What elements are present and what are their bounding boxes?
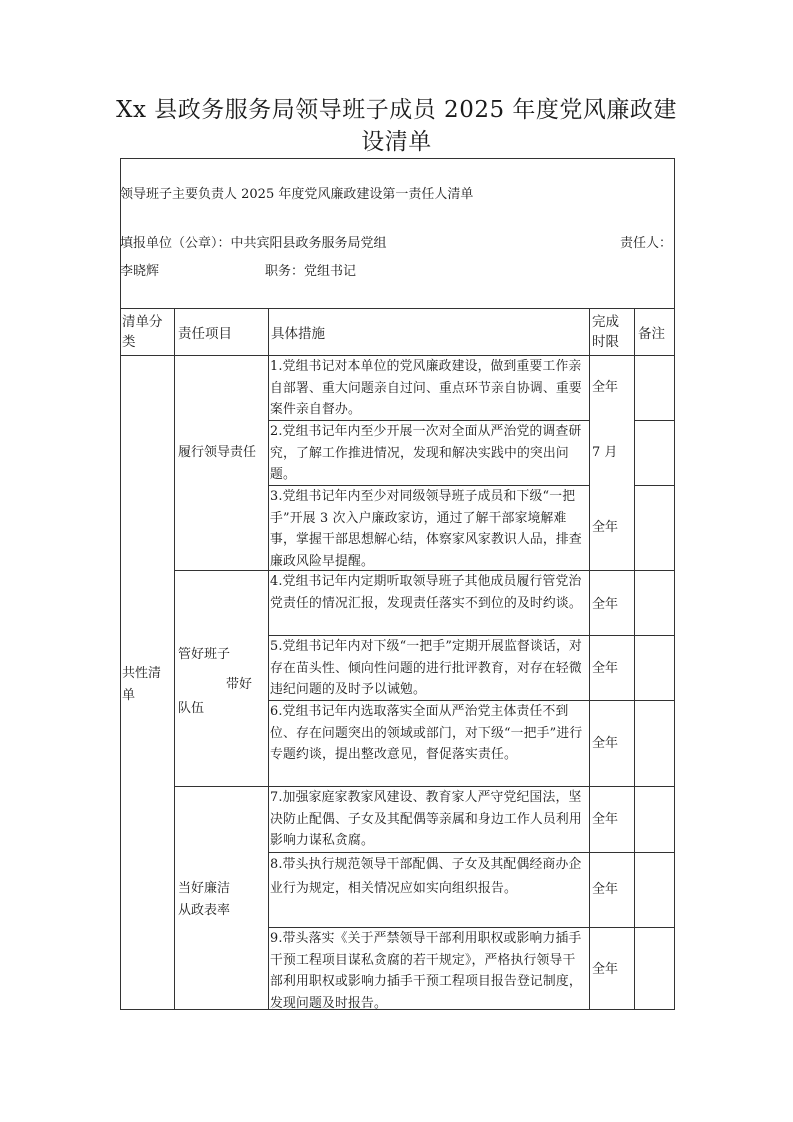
header-remark: 备注 [638,326,665,342]
title-line-1: Xx 县政务服务局领导班子成员 2025 年度党风廉政建 [116,97,677,123]
measure-7: 7.加强家庭家教家风建设、教育家人严守党纪国法，坚决防止配偶、子女及其配偶等亲属和身边工作人员利用影响力谋私贪腐。 [270,790,582,848]
deadline-8: 全年 [592,882,619,897]
row-2-bottom-rule-remark [634,485,674,486]
measure-1: 1.党组书记对本单位的党风廉政建设，做到重要工作亲自部署、重大问题亲自过问、重点环节亲自协调、重要案件亲自督办。 [270,359,582,417]
deadline-2: 7 月 [592,445,618,460]
title-line-2: 设清单 [361,129,432,155]
document-title [100,94,693,158]
deadline-3: 全年 [592,520,619,535]
category-column-rule [174,308,175,1010]
header-item: 责任项目 [178,326,232,342]
responsible-person-label: 责任人： [620,236,673,251]
header-measure: 具体措施 [271,326,325,342]
header-deadline: 完成时限 [592,314,619,350]
deadline-6: 全年 [592,736,619,751]
item-integrity-model-line2: 从政表率 [178,903,231,918]
item-leadership-responsibility: 履行领导责任 [178,445,257,460]
measure-6: 6.党组书记年内选取落实全面从严治党主体责任不到位、存在问题突出的领域或部门，对下级“一把手”进行专题约谈，提出整改意见，督促落实责任。 [270,704,583,762]
header-category: 清单分类 [122,314,163,350]
measure-9: 9.带头落实《关于严禁领导干部利用职权或影响力插手干预工程项目谋私贪腐的若干规定》，严格执行领导干部利用职权或影响力插手干预工程项目报告登记制度，发现问题及时报告。 [270,931,582,1011]
measure-4: 4.党组书记年内定期听取领导班子其他成员履行管党治党责任的情况汇报，发现责任落实不到位的及时约谈。 [270,574,582,611]
header-info-bottom-rule [120,308,674,309]
item-column-rule [268,308,269,1010]
measure-2: 2.党组书记年内至少开展一次对全面从严治党的调查研究，了解工作推进情况，发现和解决实践中的突出问题。 [270,424,582,482]
position-label: 职务：党组书记 [265,264,357,279]
responsibility-table [120,158,674,1010]
deadline-4: 全年 [592,597,619,612]
category-common-list: 共性清单 [122,666,162,703]
responsible-person-name: 李晓辉 [120,264,160,279]
deadline-7: 全年 [592,812,619,827]
item-integrity-model-line1: 当好廉洁 [178,881,231,896]
item-manage-team: 管好班子 [178,647,231,662]
measure-3: 3.党组书记年内至少对同级领导班子成员和下级“一把手”开展 3 次入户廉政家访，通过了解干部家境解难事，掌握干部思想解心结，体察家风家教识人品，排查廉政风险早提醒。 [270,489,582,569]
measure-5: 5.党组书记年内对下级“一把手”定期开展监督谈话，对存在苗头性、倾向性问题的进行批评教育，对存在轻微违纪问题的及时予以诫勉。 [270,639,583,697]
row-1-bottom-rule-remark [634,420,674,421]
deadline-column-rule [634,308,635,1010]
measure-column-rule [589,308,590,1010]
table-subtitle: 领导班子主要负责人 2025 年度党风廉政建设第一责任人清单 [120,187,474,202]
deadline-1: 全年 [592,380,619,395]
reporting-unit: 填报单位（公章）：中共宾阳县政务服务局党组 [120,236,387,251]
deadline-5: 全年 [592,661,619,676]
item-lead-staff-part1: 带好 [226,677,253,692]
measure-8: 8.带头执行规范领导干部配偶、子女及其配偶经商办企业行为规定，相关情况应如实向组织报告。 [270,857,582,896]
deadline-9: 全年 [592,962,619,977]
item-lead-staff-part2: 队伍 [178,701,205,716]
